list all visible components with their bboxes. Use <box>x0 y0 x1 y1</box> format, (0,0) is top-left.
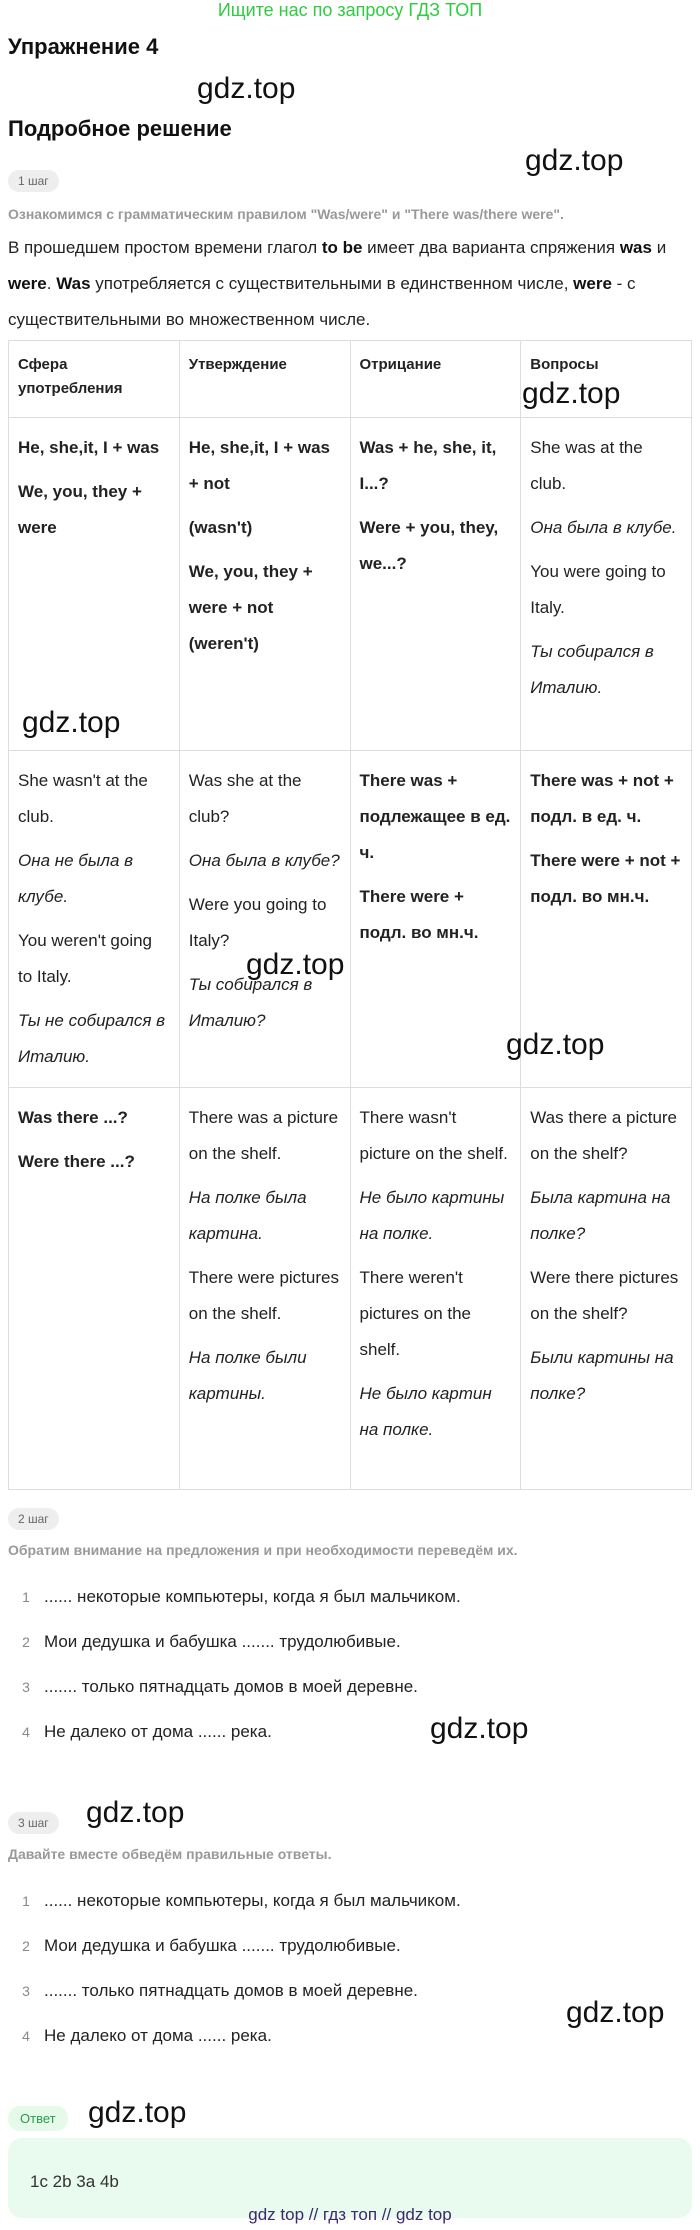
cell-text: Were you going to Italy? <box>188 895 327 950</box>
table-cell <box>9 418 180 751</box>
cell-text: Она не была в клубе. <box>18 851 133 906</box>
list-number: 2 <box>22 1937 30 1954</box>
rule-bold: was <box>619 238 652 257</box>
cell-text: (wasn't) <box>188 518 253 537</box>
cell-text: На полке были картины. <box>188 1348 307 1403</box>
watermark: gdz.top <box>246 948 345 981</box>
table-cell <box>521 418 692 751</box>
cell-text: Was she at the club? <box>188 771 302 826</box>
cell-text: There was + not + подл. в ед. ч. <box>530 771 674 826</box>
solution-title: Подробное решение <box>8 116 232 141</box>
cell-text: He, she,it, I + was + not <box>188 438 331 493</box>
answer-badge-label: Ответ <box>8 2106 68 2131</box>
list-text: ....... только пятнадцать домов в моей деревне. <box>44 1676 418 1696</box>
list-item <box>8 1664 692 1709</box>
list-item <box>8 1923 692 1968</box>
cell-text: We, you, they + were <box>18 482 142 537</box>
cell-text: She wasn't at the club. <box>18 771 148 826</box>
rule-bold: were <box>8 274 47 293</box>
cell-text: Были картины на полке? <box>530 1348 674 1403</box>
step-2-badge <box>8 1508 59 1530</box>
cell-text: Ты не собирался в Италию. <box>18 1011 166 1066</box>
cell-text: Was + he, she, it, I...? <box>359 438 497 493</box>
watermark: gdz.top <box>88 2096 187 2129</box>
rule-bold: Was <box>56 274 91 293</box>
cell-text: He, she,it, I + was <box>18 438 160 457</box>
top-banner[interactable]: Ищите нас по запросу ГДЗ ТОП <box>217 0 483 20</box>
table-row <box>9 418 692 751</box>
table-cell <box>9 1088 180 1490</box>
cell-text: Не было картин на полке. <box>359 1384 492 1439</box>
table-header: Утверждение <box>179 341 350 418</box>
cell-text: We, you, they + were + not (weren't) <box>188 562 313 653</box>
rule-text: В прошедшем простом времени глагол <box>8 238 322 257</box>
table-cell <box>350 1088 521 1490</box>
rule-text: . <box>46 274 57 293</box>
list-text: Не далеко от дома ...... река. <box>44 1721 272 1741</box>
answer-text: 1c 2b 3a 4b <box>30 2172 119 2191</box>
table-cell <box>350 418 521 751</box>
step-2-description: Обратим внимание на предложения и при необходимости переведём их. <box>8 1542 518 1558</box>
list-number: 2 <box>22 1633 30 1650</box>
watermark: gdz.top <box>86 1796 185 1829</box>
cell-text: Ты собирался в Италию? <box>188 975 313 1030</box>
cell-text: Was there ...? <box>18 1108 128 1127</box>
table-row <box>9 1088 692 1490</box>
table-cell <box>9 751 180 1088</box>
footer-links[interactable]: gdz top // гдз топ // gdz top <box>248 2205 452 2224</box>
cell-text: Was there a picture on the shelf? <box>530 1108 678 1163</box>
rule-text: имеет два варианта спряжения <box>362 238 620 257</box>
cell-text: There were pictures on the shelf. <box>188 1268 339 1323</box>
watermark: gdz.top <box>22 706 121 739</box>
cell-text: Ты собирался в Италию. <box>530 642 654 697</box>
list-text: ...... некоторые компьютеры, когда я был мальчиком. <box>44 1586 461 1606</box>
rule-paragraph <box>8 230 692 338</box>
cell-text: You weren't going to Italy. <box>18 931 152 986</box>
watermark: gdz.top <box>522 377 621 410</box>
step-badge-label: 2 шаг <box>8 1508 59 1530</box>
cell-text: Were + you, they, we...? <box>359 518 499 573</box>
list-text: ...... некоторые компьютеры, когда я был мальчиком. <box>44 1890 461 1910</box>
step-3-badge <box>8 1812 59 1834</box>
cell-text: You were going to Italy. <box>530 562 666 617</box>
list-item <box>8 1574 692 1619</box>
list-item <box>8 1878 692 1923</box>
cell-text: There were + not + подл. во мн.ч. <box>530 851 681 906</box>
list-text: Мои дедушка и бабушка ....... трудолюбивые. <box>44 1631 401 1651</box>
list-text: Мои дедушка и бабушка ....... трудолюбивые. <box>44 1935 401 1955</box>
list-text: ....... только пятнадцать домов в моей деревне. <box>44 1980 418 2000</box>
cell-text: She was at the club. <box>530 438 643 493</box>
list-number: 1 <box>22 1588 30 1605</box>
table-cell <box>179 418 350 751</box>
cell-text: There was a picture on the shelf. <box>188 1108 339 1163</box>
list-item <box>8 1619 692 1664</box>
step-1-badge <box>8 170 59 192</box>
answer-badge <box>8 2106 68 2131</box>
cell-text: Не было картины на полке. <box>359 1188 505 1243</box>
cell-text: There were + подл. во мн.ч. <box>359 887 479 942</box>
watermark: gdz.top <box>506 1028 605 1061</box>
rule-text: и <box>651 238 667 257</box>
cell-text: Were there ...? <box>18 1152 135 1171</box>
exercise-title: Упражнение 4 <box>8 34 159 59</box>
watermark: gdz.top <box>566 1996 665 2029</box>
cell-text: There weren't pictures on the shelf. <box>359 1268 472 1359</box>
rule-text: употребляется с существительными в единственном числе, <box>90 274 574 293</box>
step-3-description: Давайте вместе обведём правильные ответы. <box>8 1846 332 1862</box>
step-badge-label: 1 шаг <box>8 170 59 192</box>
table-cell <box>179 1088 350 1490</box>
list-number: 1 <box>22 1892 30 1909</box>
rule-bold: were <box>573 274 612 293</box>
step-1-description: Ознакомимся с грамматическим правилом "Was/were" и "There was/there were". <box>8 206 564 222</box>
list-number: 4 <box>22 2027 30 2044</box>
cell-text: Была картина на полке? <box>530 1188 671 1243</box>
list-number: 4 <box>22 1723 30 1740</box>
list-number: 3 <box>22 1678 30 1695</box>
list-item <box>8 1709 692 1754</box>
watermark: gdz.top <box>197 72 296 105</box>
cell-text: Она была в клубе? <box>188 851 340 870</box>
table-header: Отрицание <box>350 341 521 418</box>
cell-text: There was + подлежащее в ед. ч. <box>359 771 511 862</box>
cell-text: Она была в клубе. <box>530 518 677 537</box>
cell-text: Were there pictures on the shelf? <box>530 1268 679 1323</box>
table-cell <box>521 1088 692 1490</box>
cell-text: На полке была картина. <box>188 1188 307 1243</box>
table-header: Сфера употребления <box>9 341 180 418</box>
rule-bold: to be <box>321 238 363 257</box>
rule-text: - с существительными во множественном числе. <box>8 274 636 329</box>
grammar-table <box>8 340 692 1490</box>
watermark: gdz.top <box>525 144 624 177</box>
watermark: gdz.top <box>430 1712 529 1745</box>
table-cell <box>350 751 521 1088</box>
table-header: Вопросы <box>521 341 692 418</box>
step-2-list <box>8 1574 692 1754</box>
list-text: Не далеко от дома ...... река. <box>44 2025 272 2045</box>
step-3-list <box>8 1878 692 2058</box>
list-number: 3 <box>22 1982 30 1999</box>
step-badge-label: 3 шаг <box>8 1812 59 1834</box>
cell-text: There wasn't picture on the shelf. <box>359 1108 508 1163</box>
table-cell <box>179 751 350 1088</box>
